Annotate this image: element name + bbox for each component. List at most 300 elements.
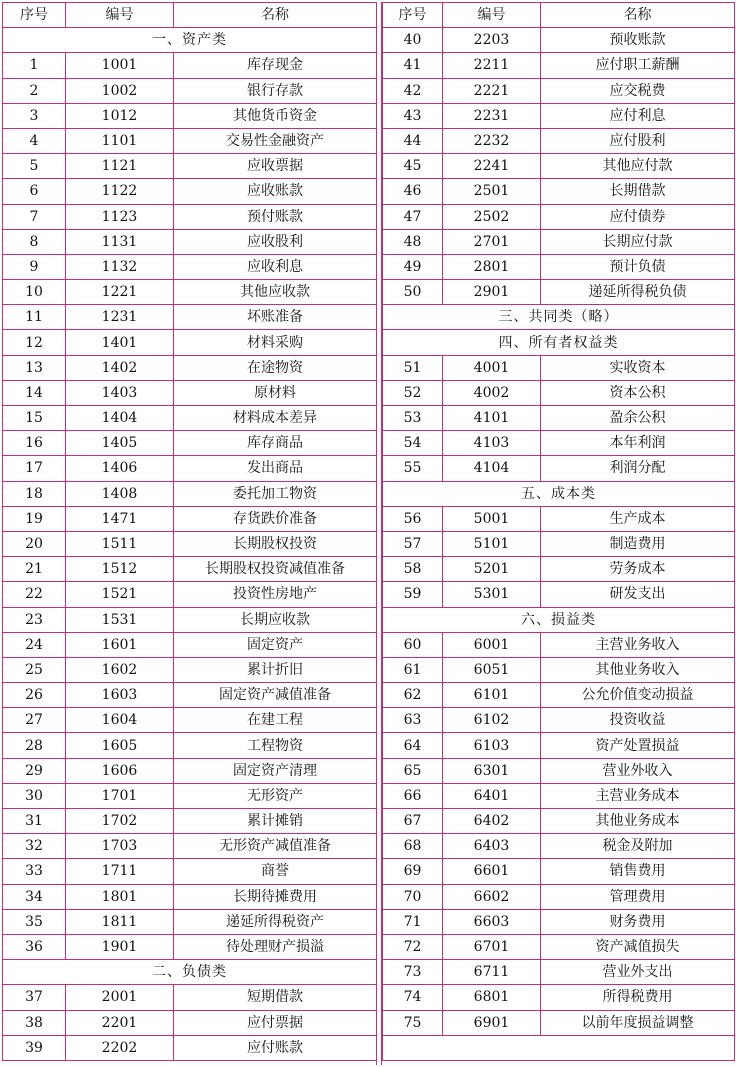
cell-seq: 4 (3, 128, 66, 153)
cell-code: 2211 (443, 53, 541, 78)
cell-seq: 52 (383, 380, 443, 405)
cell-name: 应收账款 (174, 179, 377, 204)
cell-name: 固定资产清理 (174, 758, 377, 783)
cell-seq: 14 (3, 380, 66, 405)
cell-code: 6301 (443, 758, 541, 783)
cell-name: 其他应收款 (174, 280, 377, 305)
cell-name: 存货跌价准备 (174, 506, 377, 531)
cell-name: 实收资本 (541, 355, 735, 380)
cell-code: 2221 (443, 78, 541, 103)
cell-name: 以前年度损益调整 (541, 1010, 735, 1035)
table-row (383, 431, 735, 456)
cell-name: 其他应付款 (541, 154, 735, 179)
cell-code: 2501 (443, 179, 541, 204)
table-row (3, 934, 377, 959)
cell-seq: 16 (3, 431, 66, 456)
cell-code: 1408 (66, 481, 174, 506)
cell-seq: 6 (3, 179, 66, 204)
cell-code: 1811 (66, 909, 174, 934)
table-row (3, 1035, 377, 1060)
cell-seq: 43 (383, 103, 443, 128)
table-row (3, 607, 377, 632)
cell-name: 管理费用 (541, 884, 735, 909)
cell-code: 1404 (66, 406, 174, 431)
table-row (383, 78, 735, 103)
cell-seq: 47 (383, 204, 443, 229)
cell-code: 6403 (443, 834, 541, 859)
cell-code: 2801 (443, 254, 541, 279)
cell-code: 5001 (443, 506, 541, 531)
cell-code: 1703 (66, 834, 174, 859)
cell-name: 银行存款 (174, 78, 377, 103)
cell-code: 2231 (443, 103, 541, 128)
table-row (383, 557, 735, 582)
cell-seq: 29 (3, 758, 66, 783)
table-row (3, 355, 377, 380)
section-title: 四、所有者权益类 (383, 330, 735, 355)
cell-code: 6601 (443, 859, 541, 884)
cell-seq: 7 (3, 204, 66, 229)
cell-name: 研发支出 (541, 582, 735, 607)
table-row (3, 758, 377, 783)
cell-code: 5301 (443, 582, 541, 607)
cell-seq: 20 (3, 531, 66, 556)
table-row (3, 254, 377, 279)
section-row (3, 960, 377, 985)
cell-code: 6401 (443, 783, 541, 808)
cell-code: 2001 (66, 985, 174, 1010)
cell-name: 在建工程 (174, 708, 377, 733)
table-row (3, 380, 377, 405)
cell-name: 劳务成本 (541, 557, 735, 582)
table-row (3, 884, 377, 909)
table-row (383, 254, 735, 279)
cell-name: 短期借款 (174, 985, 377, 1010)
cell-seq: 17 (3, 456, 66, 481)
cell-seq: 28 (3, 733, 66, 758)
cell-name: 商誉 (174, 859, 377, 884)
table-row (3, 456, 377, 481)
cell-code: 4002 (443, 380, 541, 405)
cell-seq: 19 (3, 506, 66, 531)
cell-name: 在途物资 (174, 355, 377, 380)
cell-seq: 58 (383, 557, 443, 582)
cell-code: 1221 (66, 280, 174, 305)
cell-code: 5101 (443, 531, 541, 556)
table-row (3, 179, 377, 204)
cell-seq: 15 (3, 406, 66, 431)
cell-seq: 30 (3, 783, 66, 808)
cell-seq: 12 (3, 330, 66, 355)
cell-seq: 34 (3, 884, 66, 909)
cell-code: 6001 (443, 632, 541, 657)
blank-row (383, 1035, 735, 1060)
cell-seq: 63 (383, 708, 443, 733)
cell-name: 预计负债 (541, 254, 735, 279)
cell-name: 营业外支出 (541, 960, 735, 985)
table-row (383, 934, 735, 959)
cell-code: 2502 (443, 204, 541, 229)
table-row (3, 582, 377, 607)
cell-name: 应收股利 (174, 229, 377, 254)
cell-seq: 51 (383, 355, 443, 380)
cell-code: 6103 (443, 733, 541, 758)
cell-name: 长期待摊费用 (174, 884, 377, 909)
table-row (383, 834, 735, 859)
section-row (383, 607, 735, 632)
cell-seq: 25 (3, 657, 66, 682)
cell-seq: 69 (383, 859, 443, 884)
cell-code: 6101 (443, 683, 541, 708)
cell-seq: 54 (383, 431, 443, 456)
cell-name: 盈余公积 (541, 406, 735, 431)
cell-code: 1471 (66, 506, 174, 531)
cell-code: 4001 (443, 355, 541, 380)
cell-seq: 38 (3, 1010, 66, 1035)
cell-code: 6901 (443, 1010, 541, 1035)
cell-code: 6402 (443, 809, 541, 834)
table-row (3, 305, 377, 330)
cell-seq: 67 (383, 809, 443, 834)
table-row (3, 406, 377, 431)
table-row (3, 78, 377, 103)
cell-seq: 2 (3, 78, 66, 103)
cell-seq: 18 (3, 481, 66, 506)
cell-seq: 31 (3, 809, 66, 834)
cell-code: 1132 (66, 254, 174, 279)
cell-name: 无形资产减值准备 (174, 834, 377, 859)
cell-name: 累计折旧 (174, 657, 377, 682)
cell-code: 2241 (443, 154, 541, 179)
table-row (383, 229, 735, 254)
header-seq: 序号 (3, 3, 66, 28)
cell-name: 交易性金融资产 (174, 128, 377, 153)
cell-code: 5201 (443, 557, 541, 582)
cell-name: 长期应收款 (174, 607, 377, 632)
accounts-table-right (382, 2, 735, 1061)
table-row (3, 733, 377, 758)
cell-name: 生产成本 (541, 506, 735, 531)
cell-code: 6602 (443, 884, 541, 909)
cell-name: 长期股权投资减值准备 (174, 557, 377, 582)
cell-seq: 36 (3, 934, 66, 959)
section-title: 一、资产类 (3, 28, 377, 53)
table-row (383, 380, 735, 405)
table-row (383, 506, 735, 531)
accounts-table-page (2, 2, 734, 1065)
cell-seq: 59 (383, 582, 443, 607)
cell-code: 6711 (443, 960, 541, 985)
cell-name: 累计摊销 (174, 809, 377, 834)
cell-seq: 26 (3, 683, 66, 708)
cell-seq: 10 (3, 280, 66, 305)
header-row (3, 3, 377, 28)
table-row (383, 154, 735, 179)
cell-code: 2901 (443, 280, 541, 305)
cell-name: 公允价值变动损益 (541, 683, 735, 708)
cell-code: 1123 (66, 204, 174, 229)
table-row (383, 985, 735, 1010)
cell-code: 1405 (66, 431, 174, 456)
table-row (3, 531, 377, 556)
cell-name: 应付股利 (541, 128, 735, 153)
table-row (383, 733, 735, 758)
cell-name: 应付账款 (174, 1035, 377, 1060)
table-row (383, 456, 735, 481)
cell-seq: 37 (3, 985, 66, 1010)
cell-name: 材料采购 (174, 330, 377, 355)
cell-code: 1512 (66, 557, 174, 582)
cell-seq: 66 (383, 783, 443, 808)
cell-name: 投资收益 (541, 708, 735, 733)
cell-seq: 8 (3, 229, 66, 254)
cell-code: 6051 (443, 657, 541, 682)
cell-name: 长期应付款 (541, 229, 735, 254)
table-row (383, 103, 735, 128)
table-row (383, 355, 735, 380)
table-row (3, 154, 377, 179)
cell-code: 1131 (66, 229, 174, 254)
table-row (383, 632, 735, 657)
cell-seq: 3 (3, 103, 66, 128)
cell-code: 1012 (66, 103, 174, 128)
cell-name: 应付票据 (174, 1010, 377, 1035)
table-row (3, 481, 377, 506)
table-row (383, 582, 735, 607)
cell-seq: 70 (383, 884, 443, 909)
table-row (383, 28, 735, 53)
cell-name: 主营业务成本 (541, 783, 735, 808)
cell-seq: 11 (3, 305, 66, 330)
cell-seq: 56 (383, 506, 443, 531)
section-row (383, 481, 735, 506)
cell-code: 6102 (443, 708, 541, 733)
cell-name: 应收票据 (174, 154, 377, 179)
table-row (383, 204, 735, 229)
cell-code: 1001 (66, 53, 174, 78)
table-row (383, 531, 735, 556)
cell-code: 1231 (66, 305, 174, 330)
cell-name: 资本公积 (541, 380, 735, 405)
table-row (3, 683, 377, 708)
cell-code: 1121 (66, 154, 174, 179)
right-table-body (383, 3, 735, 1061)
cell-seq: 71 (383, 909, 443, 934)
section-row (383, 330, 735, 355)
table-row (3, 783, 377, 808)
cell-name: 库存商品 (174, 431, 377, 456)
table-row (383, 708, 735, 733)
cell-code: 1606 (66, 758, 174, 783)
cell-name: 所得税费用 (541, 985, 735, 1010)
table-row (3, 859, 377, 884)
section-title: 二、负债类 (3, 960, 377, 985)
cell-seq: 55 (383, 456, 443, 481)
cell-code: 1402 (66, 355, 174, 380)
cell-name: 资产处置损益 (541, 733, 735, 758)
table-row (3, 280, 377, 305)
cell-name: 其他业务收入 (541, 657, 735, 682)
cell-name: 资产减值损失 (541, 934, 735, 959)
cell-seq: 74 (383, 985, 443, 1010)
cell-code: 1701 (66, 783, 174, 808)
cell-name: 待处理财产损溢 (174, 934, 377, 959)
table-row (383, 406, 735, 431)
cell-name: 其他业务成本 (541, 809, 735, 834)
cell-seq: 46 (383, 179, 443, 204)
cell-code: 2701 (443, 229, 541, 254)
cell-name: 销售费用 (541, 859, 735, 884)
table-row (3, 431, 377, 456)
cell-seq: 49 (383, 254, 443, 279)
section-title: 三、共同类（略） (383, 305, 735, 330)
cell-name: 应付职工薪酬 (541, 53, 735, 78)
cell-name: 制造费用 (541, 531, 735, 556)
cell-seq: 41 (383, 53, 443, 78)
table-row (383, 758, 735, 783)
cell-name: 应交税费 (541, 78, 735, 103)
table-row (383, 859, 735, 884)
cell-seq: 62 (383, 683, 443, 708)
cell-seq: 33 (3, 859, 66, 884)
cell-name: 营业外收入 (541, 758, 735, 783)
table-row (383, 53, 735, 78)
cell-seq: 50 (383, 280, 443, 305)
cell-code: 1406 (66, 456, 174, 481)
cell-name: 利润分配 (541, 456, 735, 481)
cell-seq: 5 (3, 154, 66, 179)
cell-name: 投资性房地产 (174, 582, 377, 607)
cell-code: 2202 (66, 1035, 174, 1060)
table-row (3, 657, 377, 682)
table-row (3, 834, 377, 859)
table-row (383, 657, 735, 682)
cell-code: 1604 (66, 708, 174, 733)
table-row (383, 909, 735, 934)
table-row (3, 632, 377, 657)
cell-seq: 48 (383, 229, 443, 254)
cell-name: 长期股权投资 (174, 531, 377, 556)
cell-seq: 44 (383, 128, 443, 153)
table-row (3, 506, 377, 531)
cell-name: 工程物资 (174, 733, 377, 758)
cell-seq: 53 (383, 406, 443, 431)
table-row (3, 708, 377, 733)
cell-name: 主营业务收入 (541, 632, 735, 657)
table-row (3, 103, 377, 128)
cell-seq: 60 (383, 632, 443, 657)
cell-seq: 9 (3, 254, 66, 279)
cell-code: 6603 (443, 909, 541, 934)
cell-name: 本年利润 (541, 431, 735, 456)
cell-code: 2232 (443, 128, 541, 153)
header-seq: 序号 (383, 3, 443, 28)
cell-code: 4104 (443, 456, 541, 481)
cell-seq: 1 (3, 53, 66, 78)
cell-name: 应收利息 (174, 254, 377, 279)
cell-name: 固定资产减值准备 (174, 683, 377, 708)
cell-code: 4103 (443, 431, 541, 456)
cell-seq: 57 (383, 531, 443, 556)
section-row (383, 305, 735, 330)
cell-code: 1002 (66, 78, 174, 103)
section-row (3, 28, 377, 53)
cell-name: 递延所得税资产 (174, 909, 377, 934)
cell-code: 1521 (66, 582, 174, 607)
table-row (3, 128, 377, 153)
table-row (383, 960, 735, 985)
cell-code: 1602 (66, 657, 174, 682)
header-name: 名称 (541, 3, 735, 28)
cell-seq: 68 (383, 834, 443, 859)
cell-name: 应付利息 (541, 103, 735, 128)
section-title: 六、损益类 (383, 607, 735, 632)
cell-name: 原材料 (174, 380, 377, 405)
cell-seq: 23 (3, 607, 66, 632)
cell-code: 1601 (66, 632, 174, 657)
section-title: 五、成本类 (383, 481, 735, 506)
table-row (383, 783, 735, 808)
cell-code: 2201 (66, 1010, 174, 1035)
cell-seq: 75 (383, 1010, 443, 1035)
cell-name: 材料成本差异 (174, 406, 377, 431)
table-row (383, 280, 735, 305)
header-code: 编号 (66, 3, 174, 28)
cell-code: 1702 (66, 809, 174, 834)
blank-cell (383, 1035, 735, 1060)
table-row (383, 809, 735, 834)
header-name: 名称 (174, 3, 377, 28)
cell-name: 应付债券 (541, 204, 735, 229)
cell-seq: 27 (3, 708, 66, 733)
table-row (383, 683, 735, 708)
cell-seq: 22 (3, 582, 66, 607)
cell-name: 其他货币资金 (174, 103, 377, 128)
cell-seq: 72 (383, 934, 443, 959)
header-code: 编号 (443, 3, 541, 28)
cell-seq: 64 (383, 733, 443, 758)
cell-seq: 45 (383, 154, 443, 179)
cell-code: 1101 (66, 128, 174, 153)
cell-code: 6801 (443, 985, 541, 1010)
header-row (383, 3, 735, 28)
accounts-table-left (2, 2, 377, 1061)
table-row (3, 330, 377, 355)
cell-code: 6701 (443, 934, 541, 959)
cell-name: 发出商品 (174, 456, 377, 481)
cell-code: 1403 (66, 380, 174, 405)
cell-name: 长期借款 (541, 179, 735, 204)
cell-name: 无形资产 (174, 783, 377, 808)
cell-name: 委托加工物资 (174, 481, 377, 506)
cell-name: 税金及附加 (541, 834, 735, 859)
cell-seq: 42 (383, 78, 443, 103)
table-row (3, 1010, 377, 1035)
cell-seq: 40 (383, 28, 443, 53)
cell-seq: 13 (3, 355, 66, 380)
cell-code: 1901 (66, 934, 174, 959)
cell-name: 财务费用 (541, 909, 735, 934)
cell-code: 1511 (66, 531, 174, 556)
cell-name: 预收账款 (541, 28, 735, 53)
cell-seq: 24 (3, 632, 66, 657)
table-row (3, 809, 377, 834)
table-row (3, 229, 377, 254)
cell-seq: 32 (3, 834, 66, 859)
table-row (3, 204, 377, 229)
table-row (383, 1010, 735, 1035)
cell-seq: 73 (383, 960, 443, 985)
